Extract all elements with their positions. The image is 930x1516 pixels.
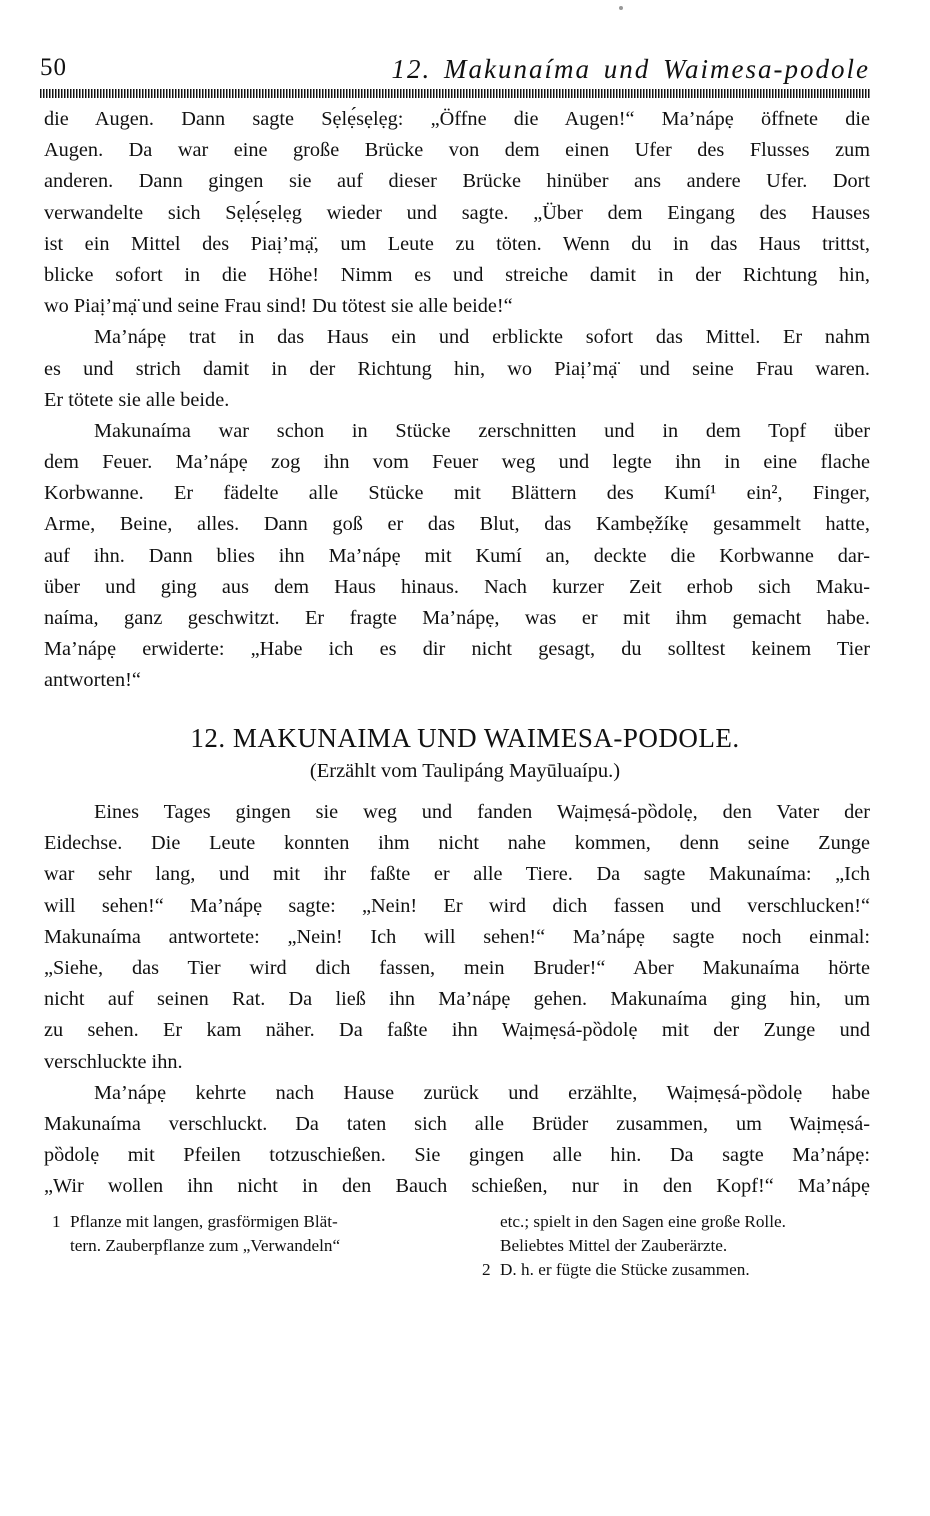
chapter-title: 12. MAKUNAIMA UND WAIMESA-PODOLE. xyxy=(190,723,740,753)
text-line: die Augen. Dann sagte Sẹlẹ́sẹlẹg: „Öffne die Augen!“ Ma’nápẹ öffnete die xyxy=(44,108,870,130)
footnote-text: D. h. er fügte die Stücke zusammen. xyxy=(500,1260,750,1279)
running-title: 12. Makunaíma und Waimesa-podole xyxy=(391,54,870,84)
header-rule xyxy=(40,89,870,98)
text-line: Er tötete sie alle beide. xyxy=(44,388,230,411)
text-line: war sehr lang, und mit ihr faßte er alle Tiere. Da sagte Makunaíma: „Ich xyxy=(44,863,870,886)
text-line: Ma’nápẹ erwiderte: „Habe ich es dir nicht gesagt, du solltest keinem Tier xyxy=(44,638,870,661)
text-line: nicht auf seinen Rat. Da ließ ihn Ma’nápẹ gehen. Makunaíma ging hin, um xyxy=(44,988,870,1011)
text-line: auf ihn. Dann blies ihn Ma’nápẹ mit Kumí an, deckte die Korbwanne dar- xyxy=(44,544,870,567)
footnote-text: Pflanze mit langen, grasförmigen Blät- xyxy=(70,1212,338,1231)
text-line: ist ein Mittel des Piaị’mạ̈, um Leute zu töten. Wenn du in das Haus trittst, xyxy=(44,232,870,255)
text-line: blicke sofort in die Höhe! Nimm es und streiche damit in der Richtung hin, xyxy=(44,263,870,286)
text-line: Arme, Beine, alles. Dann goß er das Blut, das Kambẹžíkẹ gesammelt hatte, xyxy=(44,513,870,536)
section-2-text xyxy=(44,797,870,1202)
text-line: will sehen!“ Ma’nápẹ sagte: „Nein! Er wird dich fassen und verschlucken!“ xyxy=(44,894,870,917)
section-1-text xyxy=(44,104,870,697)
footnotes-left xyxy=(52,1210,462,1258)
page-number: 50 xyxy=(40,54,67,81)
text-line: antworten!“ xyxy=(44,669,141,692)
text-line: „Siehe, das Tier wird dich fassen, mein Bruder!“ Aber Makunaíma hörte xyxy=(44,956,870,979)
footnote-text: tern. Zauberpflanze zum „Verwandeln“ xyxy=(70,1236,341,1255)
text-line: Makunaíma war schon in Stücke zerschnitten und in dem Topf über xyxy=(94,419,870,442)
text-line: dem Feuer. Ma’nápẹ zog ihn vom Feuer weg und legte ihn in eine flache xyxy=(44,451,870,474)
footnote-line xyxy=(482,1258,882,1282)
speck-mark xyxy=(619,6,623,10)
text-line: Eines Tages gingen sie weg und fanden Waịmẹsá-pȍdolẹ, den Vater der xyxy=(94,801,870,823)
text-line: es und strich damit in der Richtung hin, wo Piaị’mạ̈ und seine Frau waren. xyxy=(44,357,870,380)
footnote-line xyxy=(482,1210,882,1234)
footnote-line xyxy=(52,1210,462,1234)
text-line: Eidechse. Die Leute konnten ihm nicht nahe kommen, denn seine Zunge xyxy=(44,832,870,855)
chapter-subtitle: (Erzählt vom Taulipáng Mayūluaípu.) xyxy=(309,760,621,782)
text-line: Korbwanne. Er fädelte alle Stücke mit Blättern des Kumí¹ ein², Finger, xyxy=(44,482,870,505)
text-line: „Wir wollen ihn nicht in den Bauch schießen, nur in den Kopf!“ Ma’nápẹ xyxy=(44,1175,870,1198)
page-header xyxy=(40,54,870,88)
text-line: pȍdolẹ mit Pfeilen totzuschießen. Sie gingen alle hin. Da sagte Ma’nápẹ: xyxy=(44,1144,870,1167)
text-line: verwandelte sich Sẹlẹ́sẹlẹg wieder und sagte. „Über dem Eingang des Hauses xyxy=(44,201,870,224)
text-line: Ma’nápẹ kehrte nach Hause zurück und erzählte, Waịmẹsá-pȍdolẹ habe xyxy=(94,1081,870,1104)
text-line: wo Piaị’mạ̈ und seine Frau sind! Du tötest sie alle beide!“ xyxy=(44,295,513,318)
footnote-line xyxy=(52,1234,462,1258)
footnote-text: Beliebtes Mittel der Zauberärzte. xyxy=(500,1236,728,1255)
footnote-text: etc.; spielt in den Sagen eine große Rolle. xyxy=(500,1212,786,1231)
footnote-number: 2 xyxy=(482,1260,491,1279)
text-line: über und ging aus dem Haus hinaus. Nach kurzer Zeit erhob sich Maku- xyxy=(44,575,870,598)
text-line: verschluckte ihn. xyxy=(44,1050,183,1073)
text-line: zu sehen. Er kam näher. Da faßte ihn Waịmẹsá-pȍdolẹ mit der Zunge und xyxy=(44,1019,870,1042)
text-line: naíma, ganz geschwitzt. Er fragte Ma’nápẹ, was er mit ihm gemacht habe. xyxy=(44,607,870,629)
footnotes-right xyxy=(482,1210,882,1282)
text-line: Ma’nápẹ trat in das Haus ein und erblickte sofort das Mittel. Er nahm xyxy=(94,326,870,349)
text-line: Makunaíma verschluckt. Da taten sich alle Brüder zusammen, um Waịmẹsá- xyxy=(44,1112,870,1135)
footnote-number: 1 xyxy=(52,1212,61,1231)
text-line: Augen. Da war eine große Brücke von dem einen Ufer des Flusses zum xyxy=(44,139,870,162)
text-line: Makunaíma antwortete: „Nein! Ich will sehen!“ Ma’nápẹ sagte noch einmal: xyxy=(44,925,870,948)
footnote-line xyxy=(482,1234,882,1258)
text-line: anderen. Dann gingen sie auf dieser Brücke hinüber ans andere Ufer. Dort xyxy=(44,170,870,193)
